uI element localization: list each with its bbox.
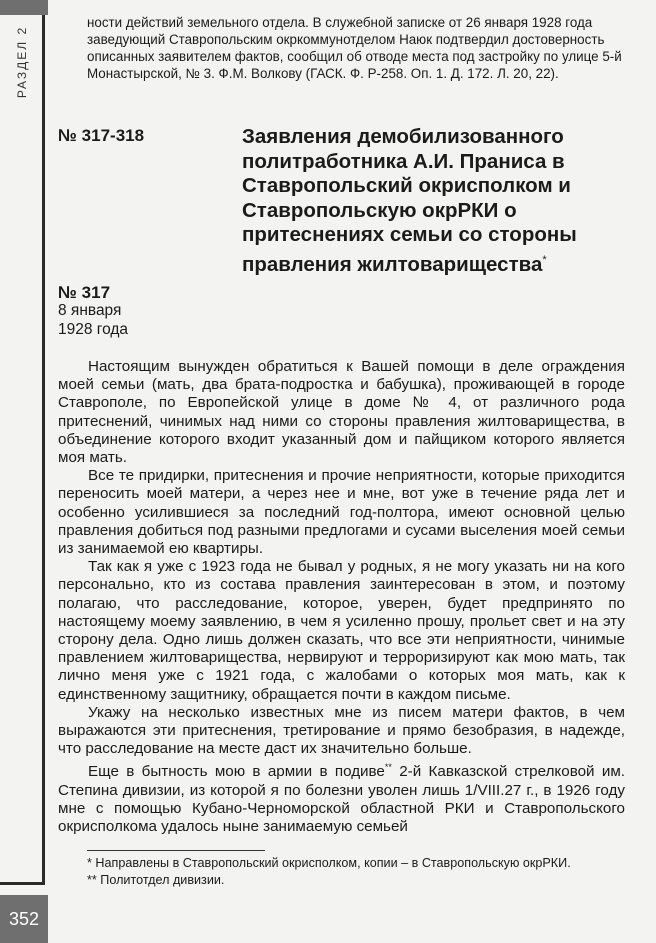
subdocument-date-year: 1928 года (58, 320, 129, 338)
last-paragraph-start: Еще в бытность мою в армии в подиве (88, 763, 385, 781)
body-paragraph: Все те придирки, притеснения и прочие неприятности, которые приходится переносить моей матери, а через нее и мне, вот уже в течение ряда лет и особенно усилившиеся за последний год-полтора, имеют основной целью правления добиться под разными предлогами и сусами выселения моей семьи из занимаемой ею квартиры. (58, 467, 625, 558)
page-number: 352 (0, 895, 48, 943)
left-margin-frame (0, 15, 45, 885)
top-corner-block (0, 0, 48, 15)
document-number: № 317-318 (58, 126, 145, 145)
footnote-item: * Направлены в Ставропольский окрисполком, копии – в Ставропольскую окрРКИ. (87, 856, 571, 870)
body-paragraph: Настоящим вынужден обратиться к Вашей помощи в деле ограждения моей семьи (мать, два брата-подростка и бабушка), проживающей в городе Ставрополе, по Европейской улице в доме № 4, от различного рода притеснений, чинимых над ними со стороны правления жилтоварищества, в объединение которого входит указанный дом и пайщиком которого является моя мать. (58, 358, 625, 467)
footnote-item: ** Политотдел дивизии. (87, 873, 225, 887)
body-paragraph-last (58, 758, 625, 836)
title-footnote-mark: * (542, 253, 547, 266)
footnote-divider (87, 850, 265, 851)
body-paragraph: Так как я уже с 1923 года не бывал у родных, я не могу указать ни на кого персонально, кто из состава правления заинтересован в этом, и поэтому полагаю, что расследование, которое, уверен, будет предпринято по настоящему моему заявлению, в чем я усиленно прошу, прольет свет и на эту сторону дела. Одно лишь должен сказать, что все эти неприятности, чинимые правлением жилтоварищества, нервируют и терроризируют как мою мать, так лично меня уже с 1921 года, с жалобами о которых моя мать, как к единственному защитнику, обращается почти в каждом письме. (58, 558, 625, 703)
last-paragraph-end: 2-й Кавказской стрелковой им. Степина дивизии, из которой я по болезни уволен лишь 1/VIII.27 г., в 1926 году мне с помощью Кубано-Черноморской областной РКИ и Ставропольского окрисполкома удалось ныне занимаемую семьей (58, 763, 625, 836)
subdocument-number: № 317 (58, 283, 111, 302)
footnotes (87, 855, 632, 889)
footnote-mark: ** (384, 762, 392, 773)
document-body (58, 358, 625, 836)
document-title-text: Заявления демобилизованного политработника А.И. Праниса в Ставропольский окрисполком и Ставропольскую окрРКИ о притеснениях семьи со стороны правления жилтоварищества (242, 125, 577, 276)
subdocument-date-day: 8 января (58, 302, 122, 319)
document-title (242, 125, 642, 277)
intro-text: ности действий земельного отдела. В служебной записке от 26 января 1928 года заведующий Ставропольским окркоммунотделом Наюк подтвердил достоверность описанных заявителем фактов, сообщил об отводе места под застройку по улице 5-й Монастырской, № 3. Ф.М. Волкову (ГАСК. Ф. Р-258. Оп. 1. Д. 172. Л. 20, 22). (87, 15, 622, 81)
section-label: РАЗДЕЛ 2 (15, 25, 29, 99)
subdocument-date (58, 302, 128, 339)
body-paragraph: Укажу на несколько известных мне из писем матери фактов, в чем выражаются эти притеснения, третирование и прямо безобразия, в надежде, что расследование на месте даст их значительно больше. (58, 703, 625, 758)
